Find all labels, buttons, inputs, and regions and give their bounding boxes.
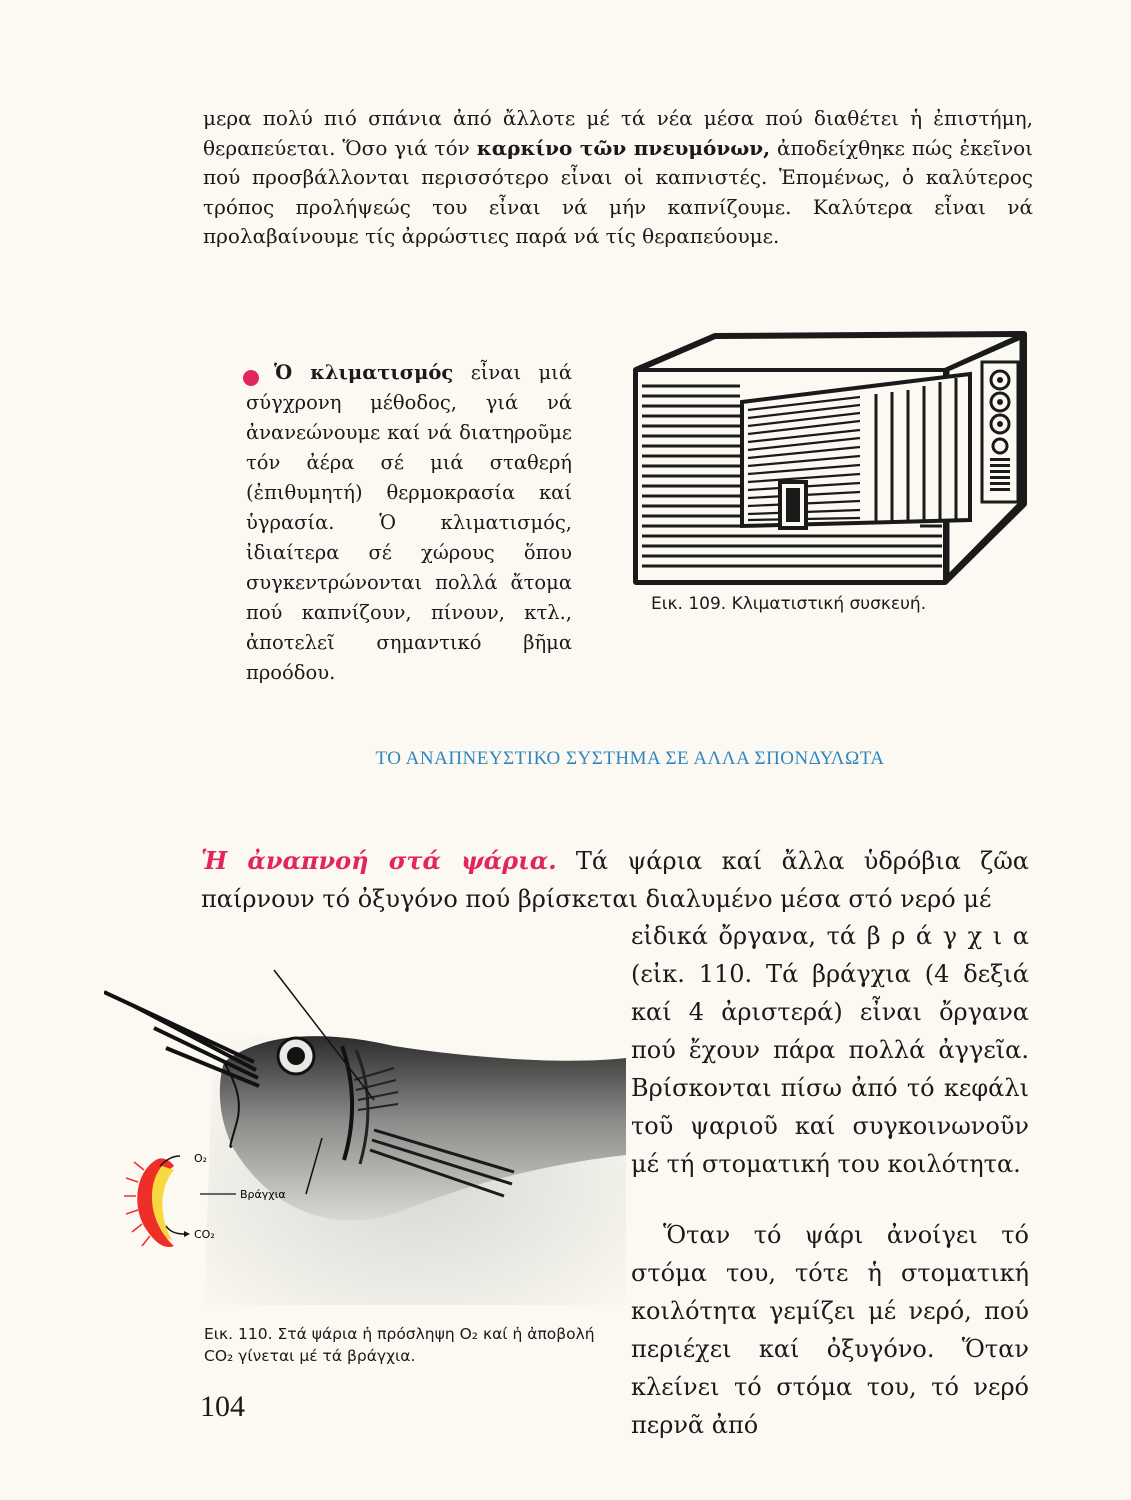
mouth-paragraph: Ὅταν τό ψάρι ἀνοίγει τό στόμα του, τότε ἡ στοματική κοιλότητα γεμίζει μέ νερό, πού περιέχει καί ὀξυγόνο. Ὅταν κλείνει τό στόμα του, τό νερό περνᾶ ἀπό (631, 1221, 1029, 1439)
cancer-term: καρκίνο τῶν πνευμόνων, (476, 135, 771, 160)
gills-paragraph: εἰδικά ὄργανα, τά β ρ ά γ χ ι α (εἰκ. 110. Τά βράγχια (4 δεξιά καί 4 ἀριστερά) εἶναι ὄργανα πού ἔχουν πάρα πολλά ἀγγεῖα. Βρίσκονται πίσω ἀπό τό κεφάλι τοῦ ψαριοῦ καί συγκοινωνοῦν μέ τή στοματική του κοιλότητα. (631, 922, 1029, 1178)
air-conditioner-figure (630, 330, 1030, 592)
section-title: ΤΟ ΑΝΑΠΝΕΥΣΤΙΚΟ ΣΥΣΤΗΜΑ ΣΕ ΑΛΛΑ ΣΠΟΝΔΥΛΩΤΑ (375, 748, 885, 769)
co2-label: CO₂ (194, 1228, 215, 1241)
figure-110-caption: Εικ. 110. Στά ψάρια ἡ πρόσληψη O₂ καί ἡ ἀποβολή CO₂ γίνεται μέ τά βράγχια. (204, 1325, 595, 1365)
o2-label: O₂ (194, 1152, 208, 1165)
figure-109-caption: Εικ. 109. Κλιματιστική συσκευή. (651, 594, 927, 614)
top-paragraph: μερα πολύ πιό σπάνια ἀπό ἄλλοτε μέ τά νέα μέσα πού διαθέτει ἡ ἐπιστήμη, θεραπεύεται. Ὅσο γιά τόν καρκίνο τῶν πνευμόνων, ἀποδείχθηκε πώς ἐκεῖνοι πού προσβάλλονται περισσότερο εἶναι οἱ καπνιστές. Ἑπομένως, ὁ καλύτερος τρόπος προλήψεώς του εἶναι νά μήν καπνίζουμε. Καλύτερα εἶναι νά προλαβαίνουμε τίς ἀρρώστιες παρά νά τίς θεραπεύουμε. (203, 106, 1033, 248)
page-number: 104 (200, 1390, 245, 1423)
fish-breathing-heading: Ἡ ἀναπνοή στά ψάρια. (201, 846, 557, 875)
air-conditioning-paragraph: Ὁ κλιματισμός εἶναι μιά σύγχρονη μέθοδος, γιά νά ἀνανεώνουμε καί νά διατηροῦμε τόν ἀέρα σέ μιά σταθερή (ἐπιθυμητή) θερμοκρασία καί ὑγρασία. Ὁ κλιματισμός, ἰδιαίτερα σέ χώρους ὅπου συγκεντρώνονται πολλά ἄτομα πού καπνίζουν, πίνουν, κτλ., ἀποτελεῖ σημαντικό βῆμα προόδου. (246, 361, 572, 684)
air-conditioning-term: Ὁ κλιματισμός (274, 361, 454, 384)
fish-breathing-intro: Ἡ ἀναπνοή στά ψάρια. Τά ψάρια καί ἄλλα ὑδρόβια ζῶα παίρνουν τό ὀξυγόνο πού βρίσκεται διαλυμένο μέσα στό νερό μέ (201, 846, 1029, 913)
fish-figure (104, 950, 626, 1305)
gills-label: Βράγχια (240, 1188, 286, 1201)
